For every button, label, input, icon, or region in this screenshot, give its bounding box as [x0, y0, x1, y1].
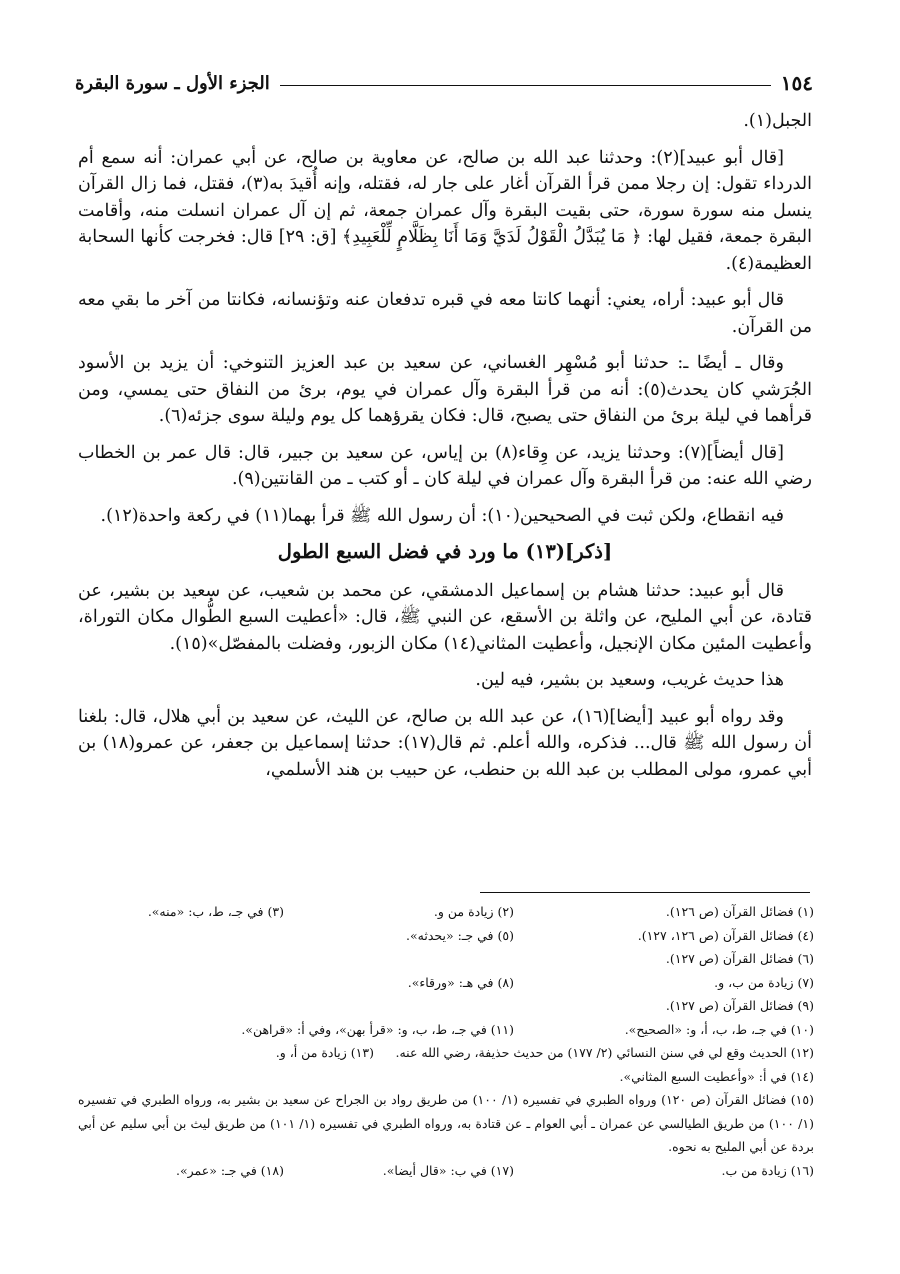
main-text	[78, 108, 812, 793]
paragraph: [قال أيضاً](٧): وحدثنا يزيد، عن وِقاء(٨) بن إياس، عن سعيد بن جبير، قال: قال عمر بن الخطاب رضي الله عنه: من قرأ البقرة وآل عمران في ليلة كان ـ أو كتب ـ من القانتين(٩).	[78, 442, 812, 489]
paragraph: وقد رواه أبو عبيد [أيضا](١٦)، عن عبد الله بن صالح، عن الليث، عن سعيد بن أبي هلال، قال: بلغنا أن رسول الله ﷺ قال... فذكره، والله أعلم. ثم قال(١٧): حدثنا إسماعيل بن جعفر، عن عمرو(١٨) بن أبي عمرو، مولى المطلب بن عبد الله بن حنطب، عن حبيب بن هند الأسلمي،	[78, 706, 812, 780]
footnote-row	[78, 1159, 814, 1183]
paragraph: فيه انقطاع، ولكن ثبت في الصحيحين(١٠): أن رسول الله ﷺ قرأ بهما(١١) في ركعة واحدة(١٢).	[100, 505, 784, 526]
paragraph: [قال أبو عبيد](٢): وحدثنا عبد الله بن صالح، عن معاوية بن صالح، عن أبي عمران: أنه سمع أم الدرداء تقول: إن رجلا ممن قرأ القرآن أغار على جار له، فقتله، وإنه أُقيدَ به(٣)، فقتل، فما زال القرآن ينسل منه سورة سورة، حتى بقيت البقرة وآل عمران جمعة، ثم إن آل عمران انسلت منه، وأقامت البقرة جمعة، فقيل لها: ﴿ مَا يُبَدَّلُ الْقَوْلُ لَدَيَّ وَمَا أَنَا بِظَلَّامٍ لِّلْعَبِيدِ﴾ [ق: ٢٩] قال: فخرجت كأنها السحابة العظيمة(٤).	[78, 147, 812, 274]
footnote: (١٧) في ب: «قال أيضا».	[382, 1162, 514, 1178]
footnote: (٩) فضائل القرآن (ص ١٢٧).	[665, 998, 814, 1013]
footnote: (٨) في هـ: «ورقاء».	[407, 974, 514, 990]
footnote-row	[78, 971, 814, 995]
footnote-row	[78, 924, 814, 948]
footnote	[284, 994, 514, 1018]
footnote-row	[78, 947, 814, 971]
footnote-rule	[480, 892, 810, 893]
footnote	[78, 924, 284, 948]
paragraph: هذا حديث غريب، وسعيد بن بشير، فيه لين.	[475, 670, 784, 690]
paragraph: قال أبو عبيد: أراه، يعني: أنهما كانتا معه في قبره تدفعان عنه وتؤنسانه، فكانتا من آخر ما بقي معه من القرآن.	[78, 290, 812, 337]
footnote	[78, 947, 284, 971]
footnote: (٤) فضائل القرآن (ص ١٢٦، ١٢٧).	[637, 927, 814, 943]
section-heading: [ذكر](١٣) ما ورد في فضل السبع الطول	[277, 540, 613, 563]
paragraph: الجبل(١).	[743, 111, 812, 131]
footnote: (٢) زيادة من و.	[433, 904, 514, 919]
footnote	[284, 947, 514, 971]
footnote: (١٢) الحديث وقع لي في سنن النسائي (٢/ ١٧٧) من حديث حذيفة، رضي الله عنه.	[395, 1045, 814, 1060]
footnote: (١٠) في جـ، ط، ب، أ، و: «الصحيح».	[624, 1021, 814, 1037]
footnote-row	[78, 994, 814, 1018]
footnote: (١٥) فضائل القرآن (ص ١٢٠) ورواه الطبري في تفسيره (١/ ١٠٠) من طريق رواد بن الجراح عن سعيد بن بشير به، ورواه الطبري في تفسيره (١/ ١٠٠) من طريق الطيالسي عن عمران ـ أبي العوام ـ عن قتادة به، ورواه الطبري في تفسيره (١/ ١٠١) من طريق ليث بن أبي سليم عن أبي بردة عن أبي المليح به نحوه.	[78, 1092, 815, 1154]
paragraph: قال أبو عبيد: حدثنا هشام بن إسماعيل الدمشقي، عن محمد بن شعيب، عن سعيد بن بشير، عن قتادة، عن أبي المليح، عن واثلة بن الأسقع، عن النبي ﷺ، قال: «أعطيت السبع الطُّوال مكان التوراة، وأعطيت المئين مكان الإنجيل، وأعطيت المثاني(١٤) مكان الزبور، وفضلت بالمفصّل»(١٥).	[78, 580, 812, 654]
footnote: (١٣) زيادة من أ، و.	[275, 1045, 374, 1060]
footnote	[78, 971, 284, 995]
page-header	[75, 68, 813, 98]
footnote: (١٨) في جـ: «عمر».	[176, 1162, 284, 1178]
footnote: (١) فضائل القرآن (ص ١٢٦).	[665, 904, 814, 919]
footnotes	[78, 900, 814, 1182]
footnote: (٦) فضائل القرآن (ص ١٢٧).	[665, 951, 814, 966]
footnote: (١١) في جـ، ط، ب، و: «قرأ بهن»، وفي أ: «قراهن».	[241, 1021, 514, 1037]
header-rule	[280, 85, 771, 86]
footnote: (١٤) في أ: «وأعطيت السبع المثاني».	[619, 1068, 814, 1084]
footnote-row	[78, 1018, 814, 1042]
footnote-row	[78, 1041, 814, 1065]
page-number: ١٥٤	[780, 71, 813, 95]
footnote	[78, 1018, 284, 1042]
footnote: (٧) زيادة من ب، و.	[714, 974, 814, 990]
footnote: (٣) في جـ، ط، ب: «منه».	[147, 904, 284, 919]
paragraph: وقال ـ أيضًا ـ: حدثنا أبو مُسْهِر الغساني، عن سعيد بن عبد العزيز التنوخي: أن يزيد بن الأسود الجُرَشي كان يحدث(٥): أنه من قرأ البقرة وآل عمران في يوم، برئ من النفاق حتى يمسي، ومن قرأهما في ليلة برئ من النفاق حتى يصبح، قال: فكان يقرؤهما كل يوم وليلة سوى جزئه(٦).	[78, 353, 812, 426]
footnote	[78, 994, 284, 1018]
running-title: الجزء الأول ـ سورة البقرة	[75, 72, 270, 94]
footnote	[78, 1041, 184, 1065]
footnote: (١٦) زيادة من ب.	[721, 1162, 814, 1178]
footnote-row	[78, 900, 814, 924]
footnote: (٥) في جـ: «يحدثه».	[406, 927, 514, 943]
